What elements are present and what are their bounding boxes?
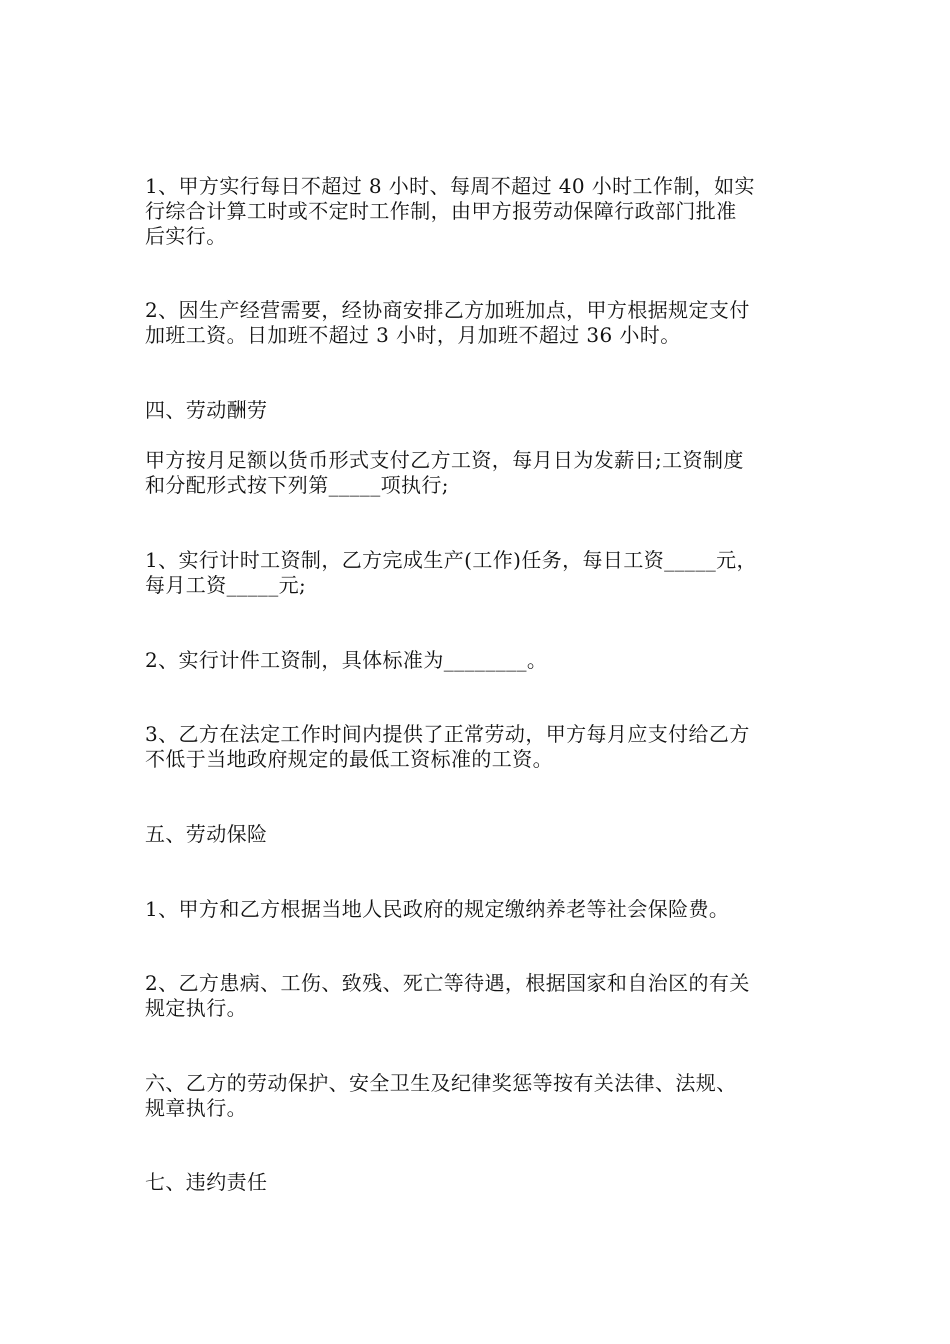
text-line: 后实行。 <box>145 224 227 248</box>
text-line: 甲方按月足额以货币形式支付乙方工资，每月日为发薪日;工资制度 <box>145 448 744 472</box>
text-line: 2、因生产经营需要，经协商安排乙方加班加点，甲方根据规定支付 <box>145 298 750 322</box>
paragraph-benefits <box>145 971 825 1021</box>
section-heading: 五、劳动保险 <box>145 822 268 846</box>
text-line: 六、乙方的劳动保护、安全卫生及纪律奖惩等按有关法律、法规、 <box>145 1071 737 1095</box>
section-heading: 七、违约责任 <box>145 1170 268 1194</box>
text-line: 行综合计算工时或不定时工作制，由甲方报劳动保障行政部门批准 <box>145 199 737 223</box>
paragraph-working-hours <box>145 174 825 249</box>
text-line: 加班工资。日加班不超过 3 小时，月加班不超过 36 小时。 <box>145 323 681 347</box>
section-heading-insurance <box>145 822 825 847</box>
text-line: 1、甲方实行每日不超过 8 小时、每周不超过 40 小时工作制，如实 <box>145 174 755 198</box>
text-line: 和分配形式按下列第_____项执行; <box>145 473 449 497</box>
text-line: 每月工资_____元; <box>145 573 307 597</box>
text-line: 不低于当地政府规定的最低工资标准的工资。 <box>145 747 553 771</box>
text-line: 1、实行计时工资制，乙方完成生产(工作)任务，每日工资_____元， <box>145 548 757 572</box>
text-line: 规章执行。 <box>145 1096 247 1120</box>
section-heading: 四、劳动酬劳 <box>145 398 268 422</box>
paragraph-labor-protection <box>145 1071 825 1121</box>
paragraph-minimum-wage <box>145 722 825 772</box>
paragraph-overtime <box>145 298 825 348</box>
paragraph-time-wage <box>145 548 825 598</box>
section-heading-liability <box>145 1170 825 1195</box>
section-heading-remuneration <box>145 398 825 423</box>
paragraph-piece-wage <box>145 648 825 673</box>
paragraph-social-insurance <box>145 897 825 922</box>
text-line: 1、甲方和乙方根据当地人民政府的规定缴纳养老等社会保险费。 <box>145 897 730 921</box>
text-line: 2、实行计件工资制，具体标准为________。 <box>145 648 548 672</box>
text-line: 规定执行。 <box>145 996 247 1020</box>
text-line: 2、乙方患病、工伤、致残、死亡等待遇，根据国家和自治区的有关 <box>145 971 750 995</box>
paragraph-wage-payment <box>145 448 825 498</box>
text-line: 3、乙方在法定工作时间内提供了正常劳动，甲方每月应支付给乙方 <box>145 722 750 746</box>
